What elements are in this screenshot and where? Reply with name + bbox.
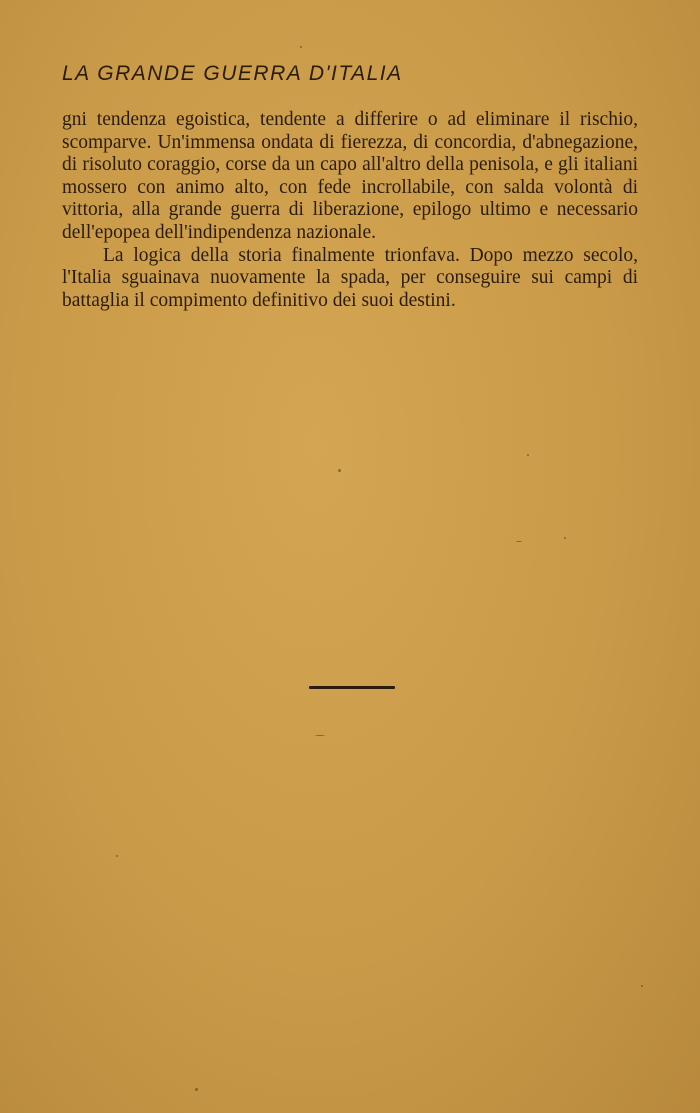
paper-speck	[338, 469, 341, 472]
paper-speck	[195, 1088, 198, 1091]
paper-speck	[527, 454, 529, 456]
paper-speck	[315, 735, 325, 736]
paper-speck	[300, 46, 302, 48]
paper-speck	[564, 537, 566, 539]
running-head: LA GRANDE GUERRA D'ITALIA	[62, 62, 403, 85]
paragraph-1: gni tendenza egoistica, tendente a differire o ad eliminare il rischio, scomparve. Un'immensa ondata di fierezza, di concordia, d'abnegazione, di risoluto coraggio, corse da un capo all'altro della penisola, e gli italiani mossero con animo alto, con fede incrollabile, con salda volontà di vittoria, alla grande guerra di liberazione, epilogo ultimo e necessario dell'epopea dell'indipendenza nazionale.	[62, 109, 638, 243]
paper-speck	[641, 985, 643, 987]
body-text	[62, 109, 638, 312]
paper-speck	[116, 855, 118, 857]
paragraph-2: La logica della storia finalmente trionfava. Dopo mezzo secolo, l'Italia sguainava nuovamente la spada, per conseguire sui campi di battaglia il compimento definitivo dei suoi destini.	[62, 244, 638, 311]
paper-speck	[516, 541, 522, 542]
section-end-rule	[309, 686, 395, 689]
